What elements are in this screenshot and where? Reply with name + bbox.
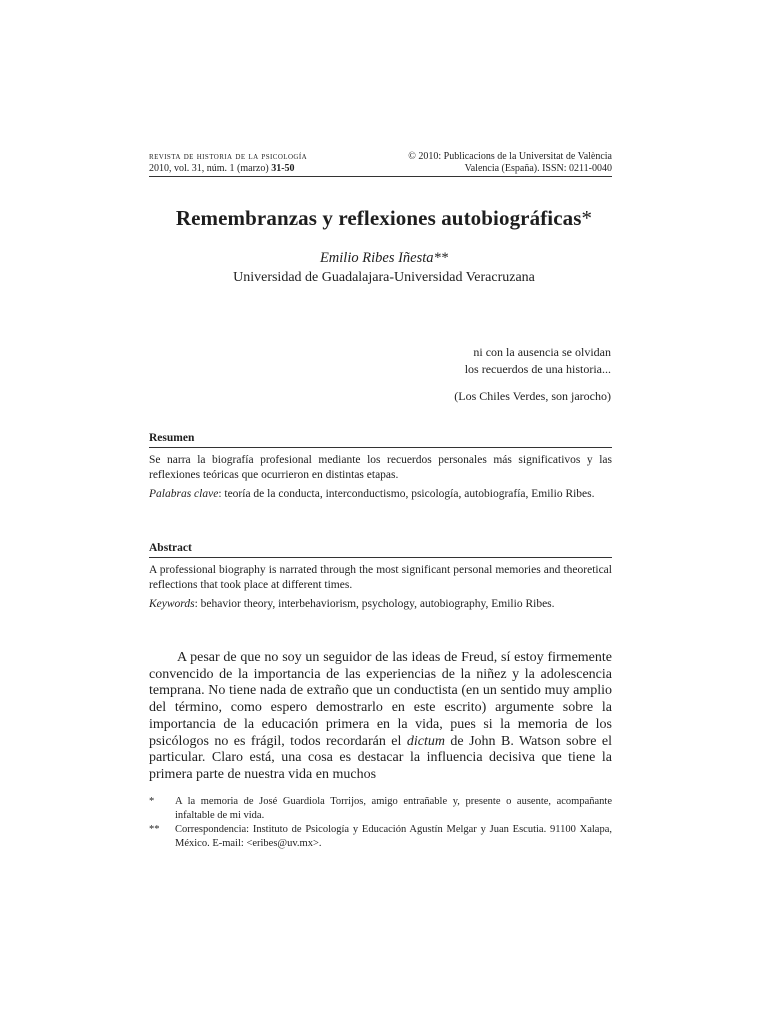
abstract-body [149,563,612,612]
body-paragraph [149,650,612,784]
resumen-heading: Resumen [149,432,195,444]
issn-line: Valencia (España). ISSN: 0211-0040 [464,163,612,174]
abstract-keywords [149,597,612,612]
author-name: Emilio Ribes Iñesta** [319,250,449,266]
keywords-label: Palabras clave [149,488,219,500]
title-text: Remembranzas y reflexiones autobiográficas [175,206,582,230]
author-affiliation: Universidad de Guadalajara-Universidad Veracruzana [233,270,535,285]
body-text-part: A pesar de que no soy un seguidor de las ideas de Freud, sí estoy firmemente convencido de la importancia de las experiencias de la niñez y la adolescencia temprana. No tiene nada de extraño que un conductista (en un sentido muy amplio del término, como espero demostrarlo en este escrito) argumente sobre la importancia de la educación primera en la vida, pues si la memoria de los psicólogos no es frágil, todos recordarán el [149,650,612,749]
article-title [0,206,768,231]
keywords-list: : behavior theory, interbehaviorism, psychology, autobiography, Emilio Ribes. [194,598,555,610]
volume-line [149,163,399,175]
footnote [149,823,612,851]
footnote [149,795,612,823]
footnote-text: Correspondencia: Instituto de Psicología y Educación Agustín Melgar y Juan Escutia. 91100 Xalapa, México. E-mail: <eribes@uv.mx>. [175,824,612,849]
header-rule [149,176,612,177]
resumen-rule [149,447,612,448]
header-publisher-info [372,151,612,175]
footnote-mark: ** [149,824,160,835]
body-italic-term: dictum [406,733,445,749]
epigraph-line: ni con la ausencia se olvidan [473,345,611,359]
copyright-notice: © 2010: Publicacions de la Universitat de València [408,151,612,162]
footnote-text: A la memoria de José Guardiola Torrijos, amigo entrañable y, presente o ausente, acompañante infaltable de mi vida. [175,796,612,821]
epigraph-line: los recuerdos de una historia... [464,362,611,376]
resumen-text: Se narra la biografía profesional mediante los recuerdos personales más significativos y las reflexiones teóricas que ocurrieron en distintas etapas. [149,454,612,481]
resumen-keywords [149,487,612,502]
abstract-rule [149,557,612,558]
keywords-list: : teoría de la conducta, interconductismo, psicología, autobiografía, Emilio Ribes. [218,488,595,500]
epigraph-source: (Los Chiles Verdes, son jarocho) [454,389,611,403]
title-footnote-mark: * [581,206,593,230]
footnote-mark: * [149,796,155,807]
keywords-label: Keywords [149,598,195,610]
header-journal-info [149,151,399,175]
main-text [149,650,612,784]
abstract-heading: Abstract [149,542,192,554]
resumen-body [149,453,612,502]
page-range: 31-50 [271,163,295,174]
volume-info: 2010, vol. 31, núm. 1 (marzo) [149,163,269,174]
abstract-text: A professional biography is narrated through the most significant personal memories and theoretical reflections that took place at different times. [149,564,612,591]
journal-name: revista de historia de la psicología [149,151,308,162]
epigraph [311,344,611,378]
body-text-part: de John B. Watson sobre el particular. Claro está, una cosa es destacar la influencia decisiva que tiene la primera parte de nuestra vida en muchos [149,733,612,782]
